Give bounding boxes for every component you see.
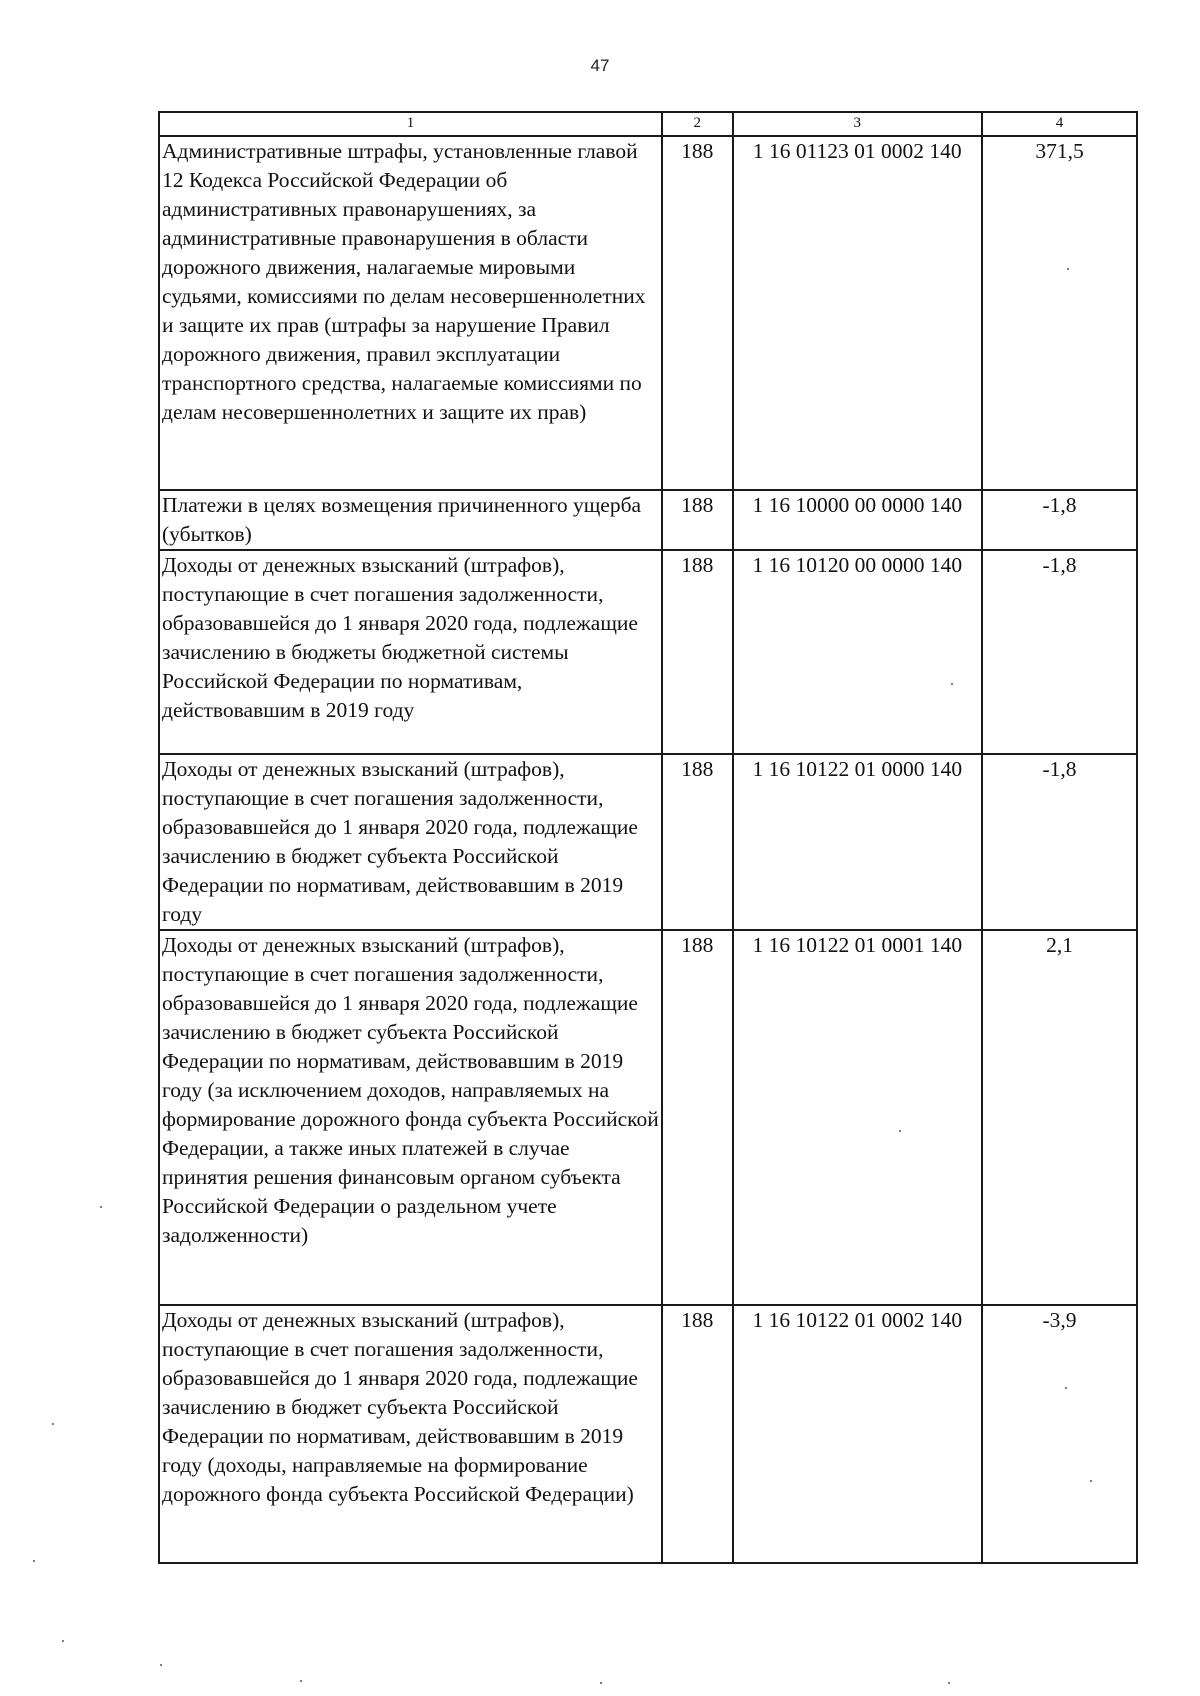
row-description: Административные штрафы, установленные главой 12 Кодекса Российской Федерации об административных правонарушениях, за административные правонарушения в области дорожного движения, налагаемые мировыми судьями, комиссиями по делам несовершеннолетних и защите их прав (штрафы за нарушение Правил дорожного движения, правил эксплуатации транспортного средства, налагаемые комиссиями по делам несовершеннолетних и защите их прав): [159, 136, 662, 490]
header-col-2: 2: [662, 112, 732, 136]
scan-speck: [948, 1682, 950, 1684]
table-row: [159, 490, 1137, 550]
row-amount: 2,1: [982, 930, 1137, 1305]
header-col-3: 3: [733, 112, 983, 136]
scan-speck: [160, 1664, 162, 1666]
table-row: [159, 930, 1137, 1305]
row-amount: -1,8: [982, 490, 1137, 550]
row-admin-code: 188: [662, 490, 732, 550]
scan-speck: [62, 1640, 64, 1642]
revenue-table: [158, 111, 1138, 1564]
row-amount: -1,8: [982, 550, 1137, 754]
scan-speck: [1067, 268, 1069, 270]
row-description: Доходы от денежных взысканий (штрафов), поступающие в счет погашения задолженности, образовавшейся до 1 января 2020 года, подлежащие зачислению в бюджет субъекта Российской Федерации по нормативам, действовавшим в 2019 году: [159, 754, 662, 930]
scan-speck: [951, 683, 953, 685]
row-amount: -3,9: [982, 1305, 1137, 1563]
table-row: [159, 1305, 1137, 1563]
scan-speck: [100, 1206, 102, 1208]
row-description: Доходы от денежных взысканий (штрафов), поступающие в счет погашения задолженности, образовавшейся до 1 января 2020 года, подлежащие зачислению в бюджет субъекта Российской Федерации по нормативам, действовавшим в 2019 году (за исключением доходов, направляемых на формирование дорожного фонда субъекта Российской Федерации, а также иных платежей в случае принятия решения финансовым органом субъекта Российской Федерации о раздельном учете задолженности): [159, 930, 662, 1305]
header-col-1: 1: [159, 112, 662, 136]
scan-speck: [899, 1130, 901, 1132]
row-description: Доходы от денежных взысканий (штрафов), поступающие в счет погашения задолженности, образовавшейся до 1 января 2020 года, подлежащие зачислению в бюджеты бюджетной системы Российской Федерации по нормативам, действовавшим в 2019 году: [159, 550, 662, 754]
row-admin-code: 188: [662, 930, 732, 1305]
scan-speck: [1090, 1480, 1092, 1482]
row-admin-code: 188: [662, 1305, 732, 1563]
row-admin-code: 188: [662, 136, 732, 490]
scan-speck: [52, 1423, 54, 1425]
row-admin-code: 188: [662, 754, 732, 930]
scan-speck: [600, 1682, 602, 1684]
scan-speck: [1065, 1387, 1067, 1389]
row-budget-code: 1 16 10000 00 0000 140: [733, 490, 983, 550]
row-budget-code: 1 16 01123 01 0002 140: [733, 136, 983, 490]
row-budget-code: 1 16 10122 01 0000 140: [733, 754, 983, 930]
table-row: [159, 550, 1137, 754]
header-row: [159, 112, 1137, 136]
table-row: [159, 136, 1137, 490]
scan-speck: [300, 1680, 302, 1682]
row-amount: 371,5: [982, 136, 1137, 490]
row-admin-code: 188: [662, 550, 732, 754]
table-row: [159, 754, 1137, 930]
row-description: Доходы от денежных взысканий (штрафов), поступающие в счет погашения задолженности, образовавшейся до 1 января 2020 года, подлежащие зачислению в бюджет субъекта Российской Федерации по нормативам, действовавшим в 2019 году (доходы, направляемые на формирование дорожного фонда субъекта Российской Федерации): [159, 1305, 662, 1563]
header-col-4: 4: [982, 112, 1137, 136]
row-description: Платежи в целях возмещения причиненного ущерба (убытков): [159, 490, 662, 550]
row-budget-code: 1 16 10122 01 0002 140: [733, 1305, 983, 1563]
page-number: 47: [590, 56, 610, 75]
row-amount: -1,8: [982, 754, 1137, 930]
row-budget-code: 1 16 10122 01 0001 140: [733, 930, 983, 1305]
scan-speck: [33, 1560, 35, 1562]
row-budget-code: 1 16 10120 00 0000 140: [733, 550, 983, 754]
